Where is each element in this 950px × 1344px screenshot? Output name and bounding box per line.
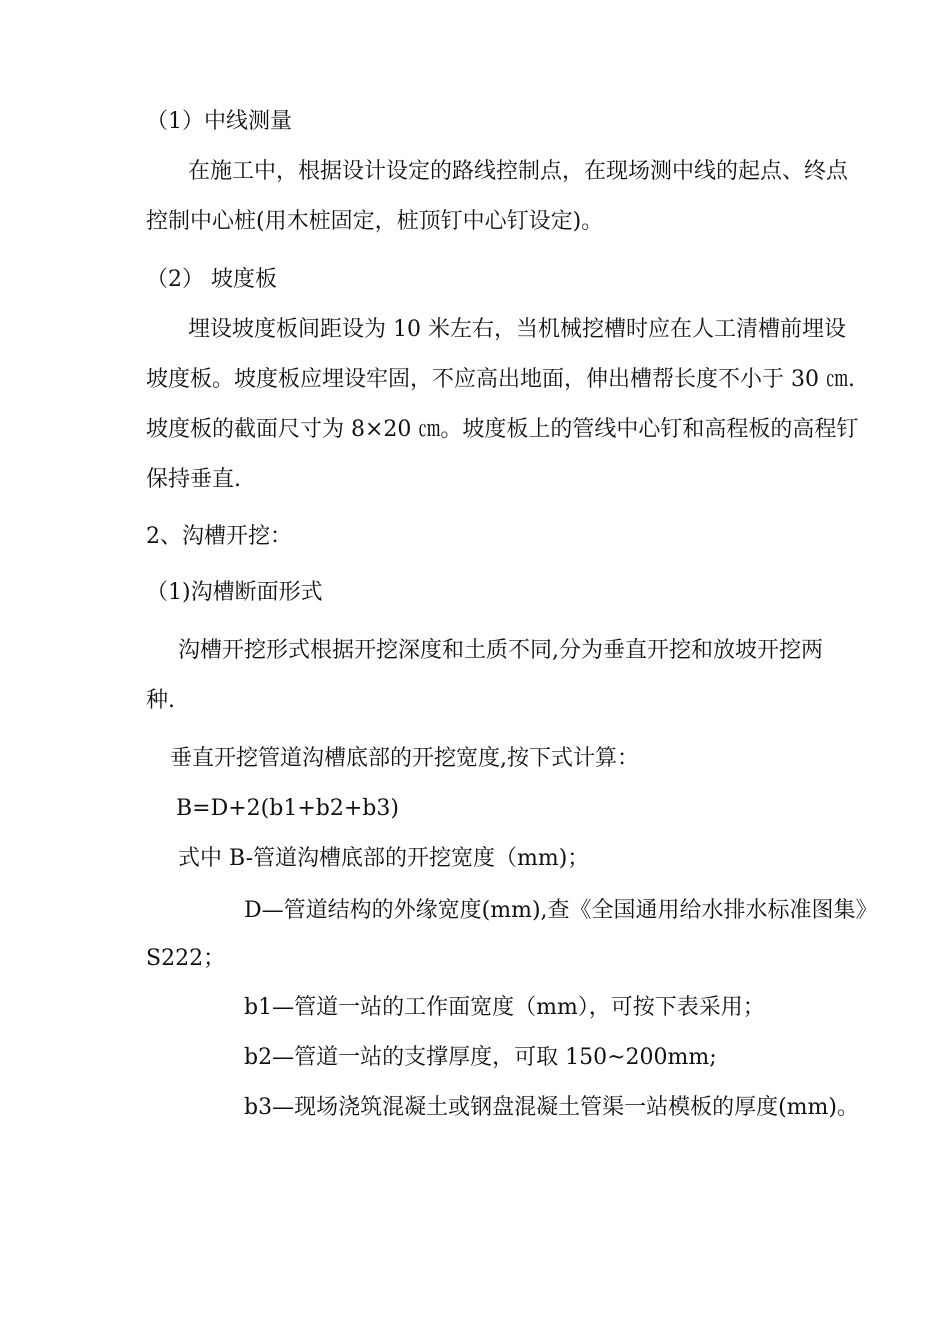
paragraph-line: 在施工中，根据设计设定的路线控制点，在现场测中线的起点、终点 (188, 159, 849, 184)
formula-definition: b2—管道一站的支撑厚度，可取 150~200mm; (244, 1045, 717, 1070)
paragraph-line: 保持垂直. (146, 467, 241, 492)
heading-slope-board: （2） 坡度板 (146, 267, 277, 292)
heading-trench-section: （1)沟槽断面形式 (146, 580, 323, 605)
heading-trench-excavation: 2、沟槽开挖： (146, 524, 292, 549)
paragraph-line: 控制中心桩(用木桩固定，桩顶钉中心钉设定)。 (146, 209, 604, 234)
formula-definition: D—管道结构的外缘宽度(mm),查《全国通用给水排水标准图集》 (244, 898, 878, 923)
formula: B=D+2(b1+b2+b3) (176, 796, 399, 821)
formula-definition: b3—现场浇筑混凝土或钢盘混凝土管渠一站模板的厚度(mm)。 (244, 1095, 859, 1120)
paragraph-line: 埋设坡度板间距设为 10 米左右，当机械挖槽时应在人工清槽前埋设 (188, 317, 846, 342)
formula-definition: S222； (146, 946, 226, 971)
paragraph-line: 坡度板的截面尺寸为 8×20 ㎝。坡度板上的管线中心钉和高程板的高程钉 (146, 417, 859, 442)
paragraph-line: 种. (146, 688, 175, 713)
paragraph-line: 坡度板。坡度板应埋设牢固，不应高出地面，伸出槽帮长度不小于 30 ㎝. (146, 367, 855, 392)
formula-definition: b1—管道一站的工作面宽度（mm），可按下表采用； (244, 995, 765, 1020)
formula-definition: 式中 B-管道沟槽底部的开挖宽度（mm)； (178, 846, 590, 871)
paragraph-line: 垂直开挖管道沟槽底部的开挖宽度,按下式计算： (170, 746, 639, 771)
paragraph-line: 沟槽开挖形式根据开挖深度和土质不同,分为垂直开挖和放坡开挖两 (178, 638, 823, 663)
heading-centerline-survey: （1）中线测量 (146, 109, 292, 134)
